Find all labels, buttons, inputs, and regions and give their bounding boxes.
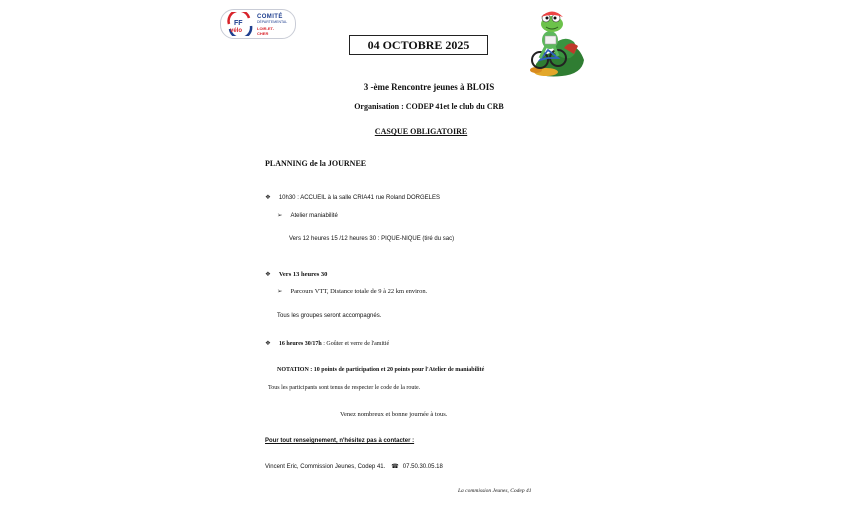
planning-subitem-parcours — [277, 280, 427, 298]
item1-sub: Atelier maniabilité — [290, 213, 338, 219]
rules-line: Tous les participants sont tenus de respecter le code de la route. — [268, 385, 421, 391]
planning-item-accueil — [265, 186, 440, 204]
notation-line: NOTATION : 10 points de participation et 20 points pour l'Atelier de maniabilité — [277, 367, 485, 373]
svg-text:FF: FF — [234, 20, 243, 27]
diamond-bullet-icon: ❖ — [265, 194, 271, 201]
organisation-line: Organisation : CODEP 41et le club du CRB — [354, 102, 504, 111]
lunch-line: Vers 12 heures 15 /12 heures 30 : PIQUE-NIQUE (tiré du sac) — [289, 236, 455, 242]
item3-time: 16 heures 30/17h — [278, 341, 322, 347]
item3-text: : Goûter et verre de l'amitié — [321, 341, 390, 347]
planning-subitem-atelier — [277, 204, 338, 222]
ffvelo-emblem-icon — [227, 12, 255, 36]
arrow-bullet-icon: ➢ — [277, 288, 283, 295]
item1-time: 10h30 — [278, 195, 298, 201]
contact-name: Vincent Eric, Commission Jeunes, Codep 41. — [265, 464, 386, 470]
ffvelo-logo — [220, 9, 296, 39]
planning-item-afternoon — [265, 263, 327, 281]
closing-line: Venez nombreux et bonne journée à tous. — [340, 411, 448, 418]
event-date: 04 OCTOBRE 2025 — [349, 35, 488, 55]
logo-line-4: CHER — [257, 31, 269, 36]
groups-line: Tous les groupes seront accompagnés. — [277, 313, 382, 319]
logo-line-3: LOIR-ET- — [257, 26, 275, 31]
contact-heading: Pour tout renseignement, n'hésitez pas à contacter : — [265, 438, 415, 444]
item1-text: : ACCUEIL à la salle CRIA41 rue Roland DORGELES — [297, 195, 441, 201]
item2-text: Vers 13 heures 30 — [278, 271, 328, 278]
logo-line-1: COMITÉ — [257, 14, 283, 20]
frog-cyclist-mascot-icon — [518, 8, 586, 78]
contact-line — [265, 455, 443, 473]
planning-heading: PLANNING de la JOURNEE — [265, 159, 367, 168]
logo-line-2: DÉPARTEMENTAL — [257, 20, 288, 24]
item2-sub: Parcours VTT, Distance totale de 9 à 22 km environ. — [290, 288, 428, 295]
helmet-notice: CASQUE OBLIGATOIRE — [374, 127, 468, 136]
diamond-bullet-icon: ❖ — [265, 271, 271, 278]
phone-icon: ☎ — [391, 464, 399, 470]
arrow-bullet-icon: ➢ — [277, 212, 283, 219]
event-title: 3 -ème Rencontre jeunes à BLOIS — [363, 82, 495, 92]
signature: La commission Jeunes, Codep 41 — [458, 488, 532, 494]
contact-phone: 07.50.30.05.18 — [402, 464, 443, 470]
diamond-bullet-icon: ❖ — [265, 340, 271, 347]
planning-item-gouter — [265, 332, 389, 350]
svg-text:vélo: vélo — [230, 28, 243, 34]
